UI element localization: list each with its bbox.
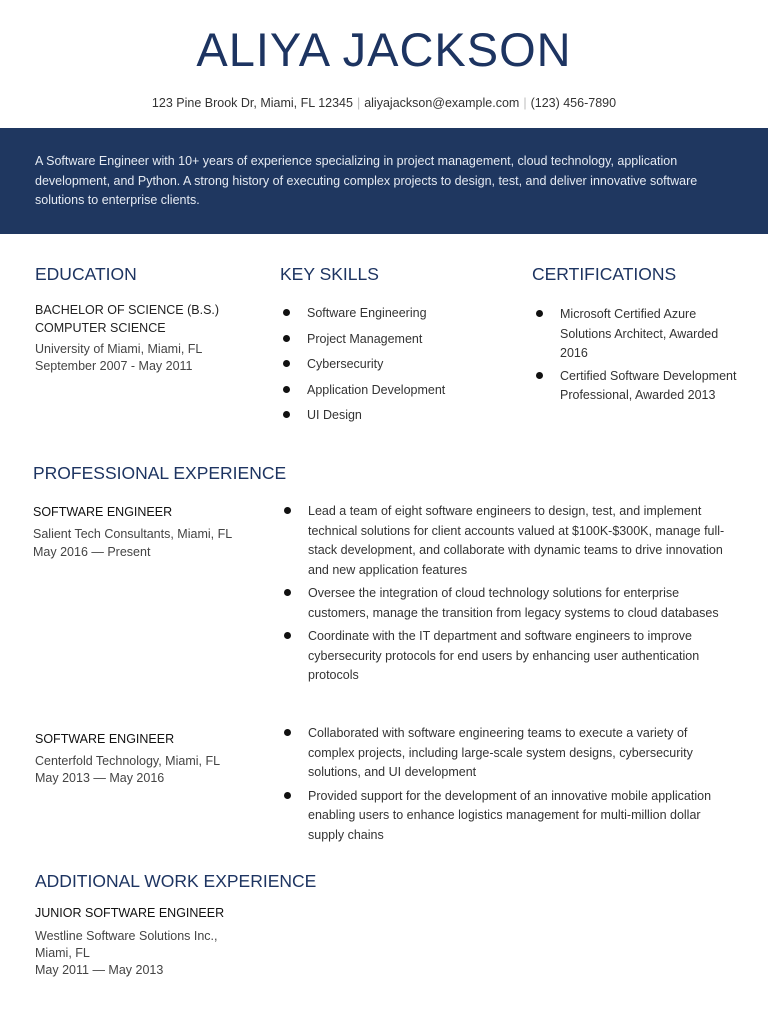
list-item: Microsoft Certified Azure Solutions Architect, Awarded 2016 — [533, 305, 743, 364]
list-item: Coordinate with the IT department and software engineers to improve cybersecurity protocols for end users by enhancing user authentication protocols — [281, 627, 726, 686]
certifications-list — [533, 305, 743, 409]
job-location: Miami, FL — [35, 946, 90, 960]
list-item: Lead a team of eight software engineers to design, test, and implement technical solutions for client accounts valued at $100K-$300K, manage full-stack development, and collaborate with dynamic teams to drive innovation and new application features — [281, 502, 726, 580]
list-item: Certified Software Development Professional, Awarded 2013 — [533, 367, 743, 406]
candidate-name: ALIYA JACKSON — [196, 23, 572, 76]
additional-heading: ADDITIONAL WORK EXPERIENCE — [35, 871, 317, 891]
job-company: Centerfold Technology, Miami, FL — [35, 754, 221, 768]
education-dates: September 2007 - May 2011 — [35, 359, 193, 373]
skills-list — [280, 304, 490, 432]
list-item: Application Development — [280, 381, 490, 401]
list-item: Project Management — [280, 330, 490, 350]
list-item: Cybersecurity — [280, 355, 490, 375]
job-title: JUNIOR SOFTWARE ENGINEER — [35, 906, 225, 920]
email: aliyajackson@example.com — [364, 96, 520, 110]
experience-heading: PROFESSIONAL EXPERIENCE — [33, 463, 287, 483]
list-item: Oversee the integration of cloud technology solutions for enterprise customers, manage the transition from legacy systems to cloud databases — [281, 584, 726, 623]
job-dates: May 2016 — Present — [33, 545, 151, 559]
list-item: Provided support for the development of an innovative mobile application enabling users to enhance logistics management for multi-million dollar supply chains — [281, 787, 726, 846]
education-heading: EDUCATION — [35, 264, 137, 284]
list-item: Software Engineering — [280, 304, 490, 324]
list-item: Collaborated with software engineering teams to execute a variety of complex projects, including large-scale system designs, cybersecurity solutions, and UI development — [281, 724, 726, 783]
job-dates: May 2013 — May 2016 — [35, 771, 165, 785]
job-company: Westline Software Solutions Inc., — [35, 929, 218, 943]
job-dates: May 2011 — May 2013 — [35, 963, 164, 977]
summary-text: A Software Engineer with 10+ years of experience specializing in project management, cloud technology, application development, and Python. A strong history of executing complex projects to design, test, and deliver innovative software solutions to enterprise clients. — [35, 154, 698, 207]
job-bullets — [281, 502, 726, 690]
job-company: Salient Tech Consultants, Miami, FL — [33, 527, 233, 541]
degree-line-1: BACHELOR OF SCIENCE (B.S.) — [35, 303, 220, 317]
skills-heading: KEY SKILLS — [280, 264, 379, 284]
school: University of Miami, Miami, FL — [35, 342, 203, 356]
certifications-heading: CERTIFICATIONS — [532, 264, 677, 284]
job-title: SOFTWARE ENGINEER — [35, 732, 175, 746]
address: 123 Pine Brook Dr, Miami, FL 12345 — [151, 96, 353, 110]
degree-line-2: COMPUTER SCIENCE — [35, 321, 166, 335]
list-item: UI Design — [280, 406, 490, 426]
phone: (123) 456-7890 — [530, 96, 617, 110]
job-bullets — [281, 724, 726, 849]
job-title: SOFTWARE ENGINEER — [33, 505, 173, 519]
contact-line: 123 Pine Brook Dr, Miami, FL 12345 | aliyajackson@example.com | (123) 456-7890 — [151, 96, 617, 110]
